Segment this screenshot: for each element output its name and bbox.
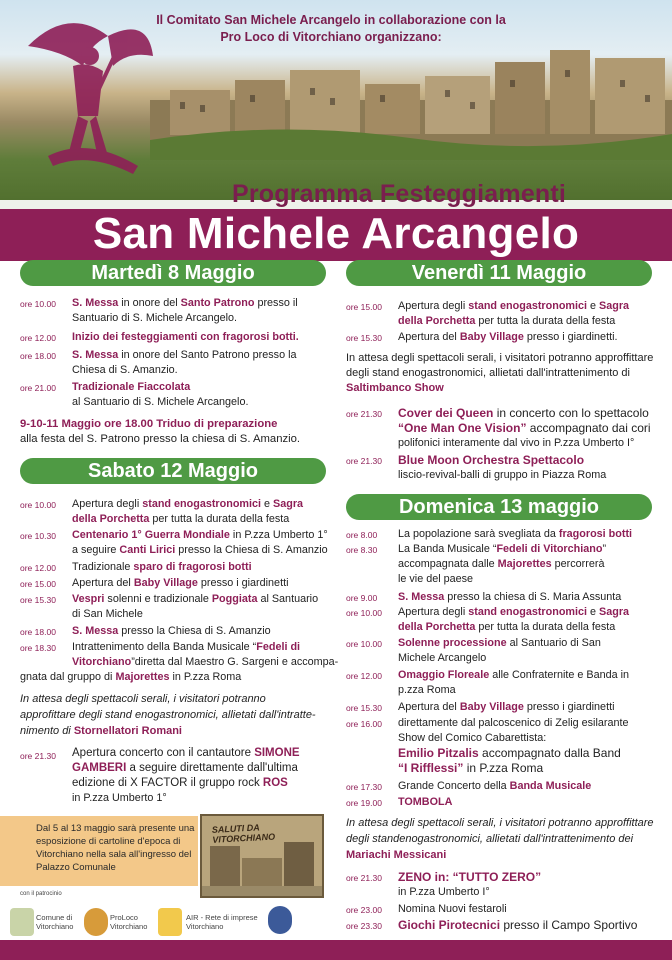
event-sabato-3 xyxy=(72,576,342,591)
highlight-text: Vitorchiano xyxy=(72,656,132,668)
event-time: ore 21.30 xyxy=(346,873,382,883)
highlight-text: S. Messa xyxy=(72,349,122,361)
text-span: accompagnato dai cori xyxy=(526,421,651,435)
event-venerdi-1 xyxy=(398,330,658,345)
highlight-text: Blue Moon Orchestra Spettacolo xyxy=(398,453,585,467)
event-time: ore 18.00 xyxy=(20,351,56,361)
event-domenica-4-1 xyxy=(398,651,660,666)
text-span: accompagnata dalle xyxy=(398,558,498,570)
event-domenica-3-1 xyxy=(398,620,660,635)
event-sabato-5 xyxy=(72,624,342,639)
highlight-text: Centenario 1° Guerra Mondiale xyxy=(72,529,230,541)
sponsor-comune-name: Comune di xyxy=(36,913,73,922)
event-domenica-7-2 xyxy=(398,746,660,761)
event-time: ore 10.00 xyxy=(346,608,382,618)
text-span: degli stand enogastronomici, allietati dall'intrattenimento di xyxy=(346,367,630,379)
text-span: presso la Chiesa di S. Amanzio xyxy=(118,625,271,637)
text-span: presso i giardinetti xyxy=(197,577,289,589)
highlight-text: della Porchetta xyxy=(398,621,476,633)
patronage-label: con il patrocinio xyxy=(20,891,62,897)
concert-line-2 xyxy=(72,776,342,791)
text-span: Apertura del xyxy=(398,331,460,343)
sponsor-air xyxy=(186,913,258,931)
highlight-text: Solenne processione xyxy=(398,637,507,649)
text-span: approfittare degli stand enogastronomici, allietati dall'intratte- xyxy=(20,709,316,721)
text-span: presso la chiesa di S. Maria Assunta xyxy=(444,591,622,603)
event-time: ore 12.00 xyxy=(346,671,382,681)
text-span: presso i giardinetti xyxy=(523,701,615,713)
day-header-sabato: Sabato 12 Maggio xyxy=(20,458,326,484)
text-span: Grande Concerto della xyxy=(398,780,510,792)
text-span: in P.zza Roma xyxy=(463,761,544,775)
event-venerdi-evening-0 xyxy=(398,406,658,421)
highlight-text: stand enogastronomici xyxy=(468,300,588,312)
text-span: presso il xyxy=(257,297,298,309)
text-span: solenni e tradizionale xyxy=(104,593,212,605)
event-time: ore 12.00 xyxy=(20,563,56,573)
organizers-text xyxy=(126,12,536,46)
event-domenica-evening-1-0 xyxy=(398,902,660,917)
event-sabato-0-l2 xyxy=(72,512,342,527)
triduo-title: Triduo di preparazione xyxy=(156,418,278,430)
text-span: in P.zza Roma xyxy=(169,671,242,683)
highlight-text: Banda Musicale xyxy=(509,780,592,792)
event-domenica-evening-0-0 xyxy=(398,870,660,885)
highlight-text: ZENO in: “TUTTO ZERO” xyxy=(398,870,542,884)
domenica-note-1 xyxy=(346,816,656,830)
event-domenica-1-0 xyxy=(398,542,660,557)
event-time: ore 18.30 xyxy=(20,643,56,653)
sponsor-comune xyxy=(36,913,73,931)
venerdi-note-3 xyxy=(346,381,656,395)
text-span: presso la Chiesa di S. Amanzio xyxy=(175,544,328,556)
police-badge-icon xyxy=(268,906,292,934)
event-time: ore 12.00 xyxy=(20,333,56,343)
highlight-text: stand enogastronomici xyxy=(468,606,588,618)
event-sabato-6-l2 xyxy=(72,655,342,670)
sponsor-proloco-name: ProLoco xyxy=(110,913,138,922)
highlight-text: Santo Patrono xyxy=(180,297,258,309)
highlight-text: della Porchetta xyxy=(72,513,150,525)
postcard-image xyxy=(200,814,324,898)
event-sabato-4 xyxy=(72,592,342,607)
text-span: alle Confraternite e Banda in xyxy=(489,669,630,681)
text-span: Apertura degli xyxy=(398,300,469,312)
highlight-text: sparo di fragorosi botti xyxy=(133,561,252,573)
postcard-caption: SALUTI DA VITORCHIANO xyxy=(211,822,276,845)
event-time: ore 21.30 xyxy=(346,409,382,419)
text-span: in P.zza Umberto 1° xyxy=(229,529,328,541)
highlight-text: Mariachi Messicani xyxy=(346,849,447,861)
event-domenica-9-0 xyxy=(398,795,660,810)
text-span: Apertura degli xyxy=(72,498,143,510)
highlight-text: Giochi Pirotecnici xyxy=(398,918,501,932)
highlight-text: ROS xyxy=(262,777,288,789)
highlight-text: Stornellatori Romani xyxy=(73,725,182,737)
highlight-text: Fedeli di Vitorchiano xyxy=(496,543,603,555)
text-span: Apertura del xyxy=(398,701,460,713)
highlight-text: Fedeli di xyxy=(256,641,301,653)
text-span: in concerto con lo spettacolo xyxy=(493,406,649,420)
text-span: Intrattenimento della Banda Musicale “ xyxy=(72,641,257,653)
town-illustration xyxy=(150,50,672,160)
venerdi-note-2 xyxy=(346,366,656,380)
event-time: ore 21.00 xyxy=(20,383,56,393)
highlight-text: Sagra xyxy=(599,300,630,312)
proloco-icon xyxy=(84,908,108,936)
exhibition-text: Dal 5 al 13 maggio sarà presente una esposizione di cartoline d'epoca di Vitorchiano nella sala all'ingresso del Palazzo Comunale xyxy=(36,823,195,873)
text-span: degli standenogastronomici, allietati dall'intrattenimento dei xyxy=(346,833,634,845)
text-span: Tradizionale xyxy=(72,561,134,573)
event-domenica-4-0 xyxy=(398,636,660,651)
sponsor-proloco-name2: Vitorchiano xyxy=(110,922,148,931)
highlight-text: della Porchetta xyxy=(398,315,476,327)
text-span: p.zza Roma xyxy=(398,684,456,696)
triduo-dates: 9-10-11 Maggio ore 18.00 xyxy=(20,418,157,430)
event-domenica-7-0 xyxy=(398,716,660,731)
event-venerdi-0 xyxy=(398,299,658,314)
text-span: e xyxy=(587,300,600,312)
text-span: presso il Campo Sportivo xyxy=(500,918,638,932)
highlight-text: Inizio dei festeggiamenti con fragorosi botti. xyxy=(72,331,299,343)
text-span: e xyxy=(587,606,600,618)
event-time: ore 19.00 xyxy=(346,798,382,808)
event-domenica-evening-2-0 xyxy=(398,918,660,933)
event-time: ore 15.00 xyxy=(20,579,56,589)
highlight-text: S. Messa xyxy=(72,297,122,309)
highlight-text: Tradizionale Fiaccolata xyxy=(72,381,191,393)
sponsor-comune-name2: Vitorchiano xyxy=(36,922,74,931)
event-venerdi-evening-0-l2 xyxy=(398,421,658,436)
text-span: a seguire direttamente dall'ultima xyxy=(126,762,298,774)
sabato-note-1 xyxy=(20,692,340,706)
organizers-line2: Pro Loco di Vitorchiano organizzano: xyxy=(220,30,442,44)
event-time: ore 23.00 xyxy=(346,905,382,915)
event-sabato-1-l2 xyxy=(72,543,342,558)
event-time: ore 15.30 xyxy=(20,595,56,605)
highlight-text: Sagra xyxy=(599,606,630,618)
concert-line-1 xyxy=(72,761,342,776)
event-venerdi-evening-1 xyxy=(398,453,658,468)
event-time: ore 16.00 xyxy=(346,719,382,729)
text-span: accompagnato dalla Band xyxy=(478,746,621,760)
sponsor-air-name2: Vitorchiano xyxy=(186,922,224,931)
text-span: le vie del paese xyxy=(398,573,474,585)
text-span: Michele Arcangelo xyxy=(398,652,487,664)
highlight-text: Poggiata xyxy=(211,593,258,605)
concert-line-0 xyxy=(72,746,342,761)
event-time: ore 15.00 xyxy=(346,302,382,312)
event-domenica-1-2 xyxy=(398,572,660,587)
text-span: a seguire xyxy=(72,544,120,556)
event-time: ore 23.30 xyxy=(346,921,382,931)
main-title: San Michele Arcangelo xyxy=(92,209,580,258)
text-span: nimento di xyxy=(20,725,74,737)
sabato-note-3 xyxy=(20,724,340,738)
highlight-text: Canti Lirici xyxy=(119,544,176,556)
event-time: ore 10.30 xyxy=(20,531,56,541)
event-venerdi-evening-1-l2 xyxy=(398,468,658,483)
text-span: liscio-revival-balli di gruppo in Piazza Roma xyxy=(398,469,607,481)
text-span: ” xyxy=(602,543,607,555)
text-span: e xyxy=(261,498,274,510)
highlight-text: SIMONE xyxy=(254,747,300,759)
highlight-text: “I Rifflessi” xyxy=(398,761,464,775)
event-domenica-7-1 xyxy=(398,731,660,746)
text-span: La popolazione sarà svegliata da xyxy=(398,528,559,540)
sponsor-proloco xyxy=(110,913,147,931)
domenica-note-3 xyxy=(346,848,656,862)
event-venerdi-0-l2 xyxy=(398,314,658,329)
highlight-text: GAMBERI xyxy=(72,762,127,774)
event-sabato-0 xyxy=(72,497,342,512)
day-header-martedi: Martedì 8 Maggio xyxy=(20,260,326,286)
programme-title: Programma Festeggiamenti xyxy=(232,180,567,208)
text-span: per tutta la durata della festa xyxy=(149,513,290,525)
event-time: ore 9.00 xyxy=(346,593,378,603)
text-span: Apertura del xyxy=(72,577,134,589)
highlight-text: Majorettes xyxy=(497,558,552,570)
highlight-text: S. Messa xyxy=(72,625,119,637)
event-sabato-6 xyxy=(72,640,342,655)
event-martedi-1 xyxy=(72,330,342,345)
highlight-text: TOMBOLA xyxy=(398,796,453,808)
text-span: In attesa degli spettacoli serali, i visitatori potranno approffittare xyxy=(346,352,654,364)
highlight-text: “One Man One Vision” xyxy=(398,421,527,435)
event-time: ore 21.30 xyxy=(346,456,382,466)
text-span: al Santuario xyxy=(257,593,319,605)
text-span: Show del Comico Cabarettista: xyxy=(398,732,547,744)
highlight-text: Saltimbanco Show xyxy=(346,382,444,394)
text-span: In attesa degli spettacoli serali, i visitatori potranno xyxy=(20,693,266,705)
event-time: ore 17.30 xyxy=(346,782,382,792)
text-span: gnata dal gruppo di xyxy=(20,671,116,683)
footer-band xyxy=(0,940,672,960)
text-span: presso i giardinetti. xyxy=(523,331,618,343)
highlight-text: Baby Village xyxy=(133,577,198,589)
event-domenica-8-0 xyxy=(398,779,660,794)
domenica-note-2 xyxy=(346,832,656,846)
text-span: Chiesa di S. Amanzio. xyxy=(72,364,178,376)
text-span: Santuario di S. Michele Arcangelo. xyxy=(72,312,238,324)
text-span: polifonici interamente dal vivo in P.zza Umberto I° xyxy=(398,437,635,449)
text-span: di San Michele xyxy=(72,608,143,620)
text-span: Apertura concerto con il cantautore xyxy=(72,747,255,759)
event-time: ore 18.00 xyxy=(20,627,56,637)
highlight-text: Baby Village xyxy=(459,331,524,343)
highlight-text: Cover dei Queen xyxy=(398,406,494,420)
event-domenica-5-0 xyxy=(398,668,660,683)
text-span: Nomina Nuovi festaroli xyxy=(398,903,507,915)
text-span: In attesa degli spettacoli serali, i visitatori potranno approffittare xyxy=(346,817,654,829)
event-time: ore 8.00 xyxy=(346,530,378,540)
hero-photo xyxy=(0,0,672,210)
text-span: al Santuario di San xyxy=(506,637,601,649)
event-sabato-4-l2 xyxy=(72,607,342,622)
triduo-text xyxy=(20,417,340,447)
text-span: in onore del xyxy=(121,297,181,309)
event-time: ore 8.30 xyxy=(346,545,378,555)
event-time: ore 10.00 xyxy=(20,299,56,309)
event-domenica-2-0 xyxy=(398,590,660,605)
event-time: ore 10.00 xyxy=(20,500,56,510)
text-span: per tutta la durata della festa xyxy=(475,621,616,633)
highlight-text: Sagra xyxy=(273,498,304,510)
event-sabato-1 xyxy=(72,528,342,543)
highlight-text: Majorettes xyxy=(115,671,170,683)
highlight-text: Baby Village xyxy=(459,701,524,713)
text-span: per tutta la durata della festa xyxy=(475,315,616,327)
sabato-majorettes xyxy=(20,670,340,685)
text-span: edizione di X FACTOR il gruppo rock xyxy=(72,777,263,789)
triduo-line2: alla festa del S. Patrono presso la chiesa di S. Amanzio. xyxy=(20,433,301,445)
air-network-icon xyxy=(158,908,182,936)
highlight-text: fragorosi botti xyxy=(558,528,633,540)
text-span: ”diretta dal Maestro G. Sargeni e accompa- xyxy=(131,656,339,668)
event-martedi-3 xyxy=(72,380,342,395)
text-span: al Santuario di S. Michele Arcangelo. xyxy=(72,396,249,408)
event-domenica-6-0 xyxy=(398,700,660,715)
event-domenica-1-1 xyxy=(398,557,660,572)
event-martedi-0-l2 xyxy=(72,311,342,326)
event-martedi-2-l2 xyxy=(72,363,342,378)
sponsor-air-name: AIR - Rete di imprese xyxy=(186,913,258,922)
text-span: La Banda Musicale “ xyxy=(398,543,497,555)
event-time: ore 10.00 xyxy=(346,639,382,649)
venerdi-note-1 xyxy=(346,351,656,365)
event-domenica-0-0 xyxy=(398,527,660,542)
event-martedi-2 xyxy=(72,348,342,363)
text-span: in onore del Santo Patrono presso la xyxy=(121,349,297,361)
event-martedi-0 xyxy=(72,296,342,311)
event-domenica-3-0 xyxy=(398,605,660,620)
text-span: Apertura degli xyxy=(398,606,469,618)
event-time: ore 15.30 xyxy=(346,703,382,713)
day-header-domenica: Domenica 13 maggio xyxy=(346,494,652,520)
organizers-line1: Il Comitato San Michele Arcangelo in collaborazione con la xyxy=(156,13,506,27)
text-span: direttamente dal palcoscenico di Zelig esilarante xyxy=(398,717,629,729)
highlight-text: S. Messa xyxy=(398,591,445,603)
event-domenica-evening-0-1 xyxy=(398,885,660,900)
event-domenica-7-3 xyxy=(398,761,660,776)
concert-line-3 xyxy=(72,791,342,806)
event-martedi-3-l2 xyxy=(72,395,342,410)
text-span: percorrerà xyxy=(551,558,605,570)
event-venerdi-evening-0-l3 xyxy=(398,436,658,451)
sabato-note-2 xyxy=(20,708,340,722)
event-domenica-5-1 xyxy=(398,683,660,698)
text-span: in P.zza Umberto 1° xyxy=(72,792,167,804)
highlight-text: stand enogastronomici xyxy=(142,498,262,510)
event-sabato-2 xyxy=(72,560,342,575)
highlight-text: Emilio Pitzalis xyxy=(398,746,479,760)
event-time: ore 21.30 xyxy=(20,751,56,761)
day-header-venerdi: Venerdì 11 Maggio xyxy=(346,260,652,286)
text-span: in P.zza Umberto I° xyxy=(398,886,490,898)
event-time: ore 15.30 xyxy=(346,333,382,343)
postcard-illustration xyxy=(202,836,322,896)
highlight-text: Omaggio Floreale xyxy=(398,669,490,681)
comune-crest-icon xyxy=(10,908,34,936)
highlight-text: Vespri xyxy=(72,593,105,605)
